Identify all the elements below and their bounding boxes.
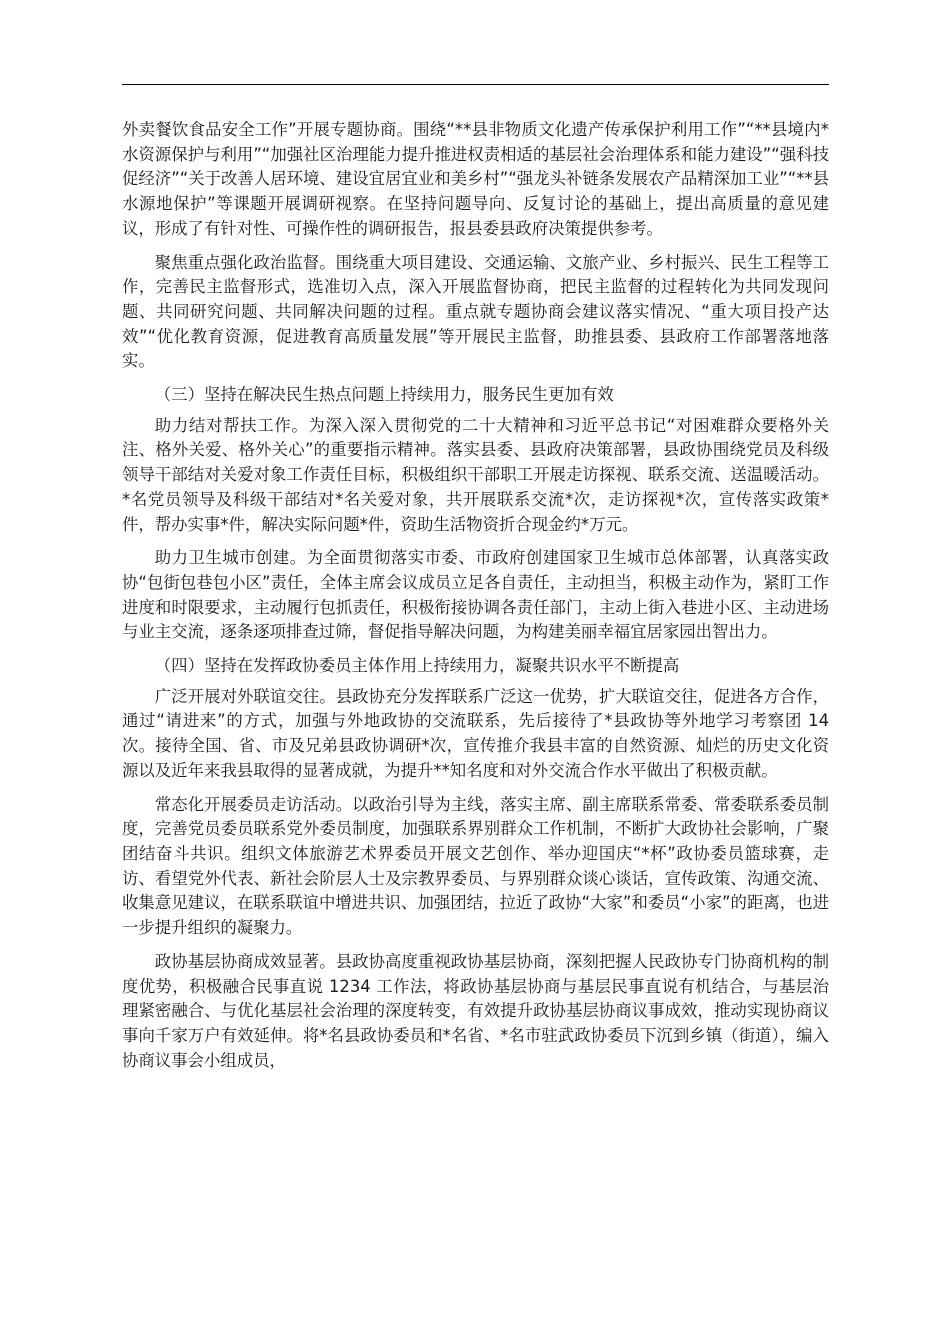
paragraph-paired-assistance: 助力结对帮扶工作。为深入深入贯彻党的二十大精神和习近平总书记“对困难群众要格外关注、格外关爱、格外关心”的重要指示精神。落实县委、县政府决策部署，县政协围绕党员及科级领导干部结对关爱对象工作责任目标，积极组织干部职工开展走访探视、联系交流、送温暖活动。*名党员领导及科级干部结对*名关爱对象，共开展联系交流*次，走访探视*次，宣传落实政策*件，帮办实事*件，解决实际问题*件，资助生活物资折合现金约*万元。 — [122, 415, 829, 534]
paragraph-sanitary-city: 助力卫生城市创建。为全面贯彻落实市委、市政府创建国家卫生城市总体部署，认真落实政协“包街包巷包小区”责任，全体主席会议成员立足各自责任，主动担当，积极主动作为，紧盯工作进度和时限要求，主动履行包抓责任，积极衔接协调各责任部门，主动上街入巷进小区、主动进场与业主交流，逐条逐项排查过筛，督促指导解决问题，为构建美丽幸福宜居家园出智出力。 — [122, 548, 829, 642]
document-body — [122, 118, 829, 1082]
paragraph-member-visits: 常态化开展委员走访活动。以政治引导为主线，落实主席、副主席联系常委、常委联系委员制度，完善党员委员联系党外委员制度，加强联系界别群众工作机制，不断扩大政协社会影响，广聚团结奋斗共识。组织文体旅游艺术界委员开展文艺创作、举办迎国庆“*杯”政协委员篮球赛，走访、看望党外代表、新社会阶层人士及宗教界委员、与界别群众谈心谈话，宣传政策、沟通交流、收集意见建议，在联系联谊中增进共识、加强团结，拉近了政协“大家”和委员“小家”的距离，也进一步提升组织的凝聚力。 — [122, 794, 829, 938]
header-rule — [122, 84, 829, 85]
section-heading-3: （三）坚持在解决民生热点问题上持续用力，服务民生更加有效 — [154, 385, 614, 405]
paragraph-political-supervision: 聚焦重点强化政治监督。围绕重大项目建设、交通运输、文旅产业、乡村振兴、民生工程等工作，完善民主监督形式，选准切入点，深入开展监督协商，把民主监督的过程转化为共同发现问题、共同研究问题、共同解决问题的过程。重点就专题协商会建议落实情况、“重大项目投产达效”“优化教育资源，促进教育高质量发展”等开展民主监督，助推县委、县政府工作部署落地落实。 — [122, 252, 829, 371]
paragraph-grassroots-consultation: 政协基层协商成效显著。县政协高度重视政协基层协商，深刻把握人民政协专门协商机构的制度优势，积极融合民事直说 1234 工作法，将政协基层协商与基层民事直说有机结合，与基层治理紧密融合、与优化基层社会治理的深度转变，有效提升政协基层协商议事成效，推动实现协商议事向千家万户有效延伸。将*名县政协委员和*名省、*名市驻武政协委员下沉到乡镇（街道），编入协商议事会小组成员， — [122, 951, 829, 1070]
paragraph-continuation: 外卖餐饮食品安全工作”开展专题协商。围绕“**县非物质文化遗产传承保护利用工作”“**县境内*水资源保护与利用”“加强社区治理能力提升推进权责相适的基层社会治理体系和能力建设”“强科技促经济”“关于改善人居环境、建设宜居宜业和美乡村”“强龙头补链条发展农产品精深加工业”“**县水源地保护”等课题开展调研视察。在坚持问题导向、反复讨论的基础上，提出高质量的意见建议，形成了有针对性、可操作性的调研报告，报县委县政府决策提供参考。 — [122, 120, 829, 238]
section-heading-4: （四）坚持在发挥政协委员主体作用上持续用力，凝聚共识水平不断提高 — [154, 656, 680, 676]
paragraph-external-liaison: 广泛开展对外联谊交往。县政协充分发挥联系广泛这一优势，扩大联谊交往，促进各方合作，通过“请进来”的方式，加强与外地政协的交流联系，先后接待了*县政协等外地学习考察团 14 次。接待全国、省、市及兄弟县政协调研*次，宣传推介我县丰富的自然资源、灿烂的历史文化资源以及近年来我县取得的显著成就，为提升**知名度和对外交流合作水平做出了积极贡献。 — [122, 686, 829, 780]
